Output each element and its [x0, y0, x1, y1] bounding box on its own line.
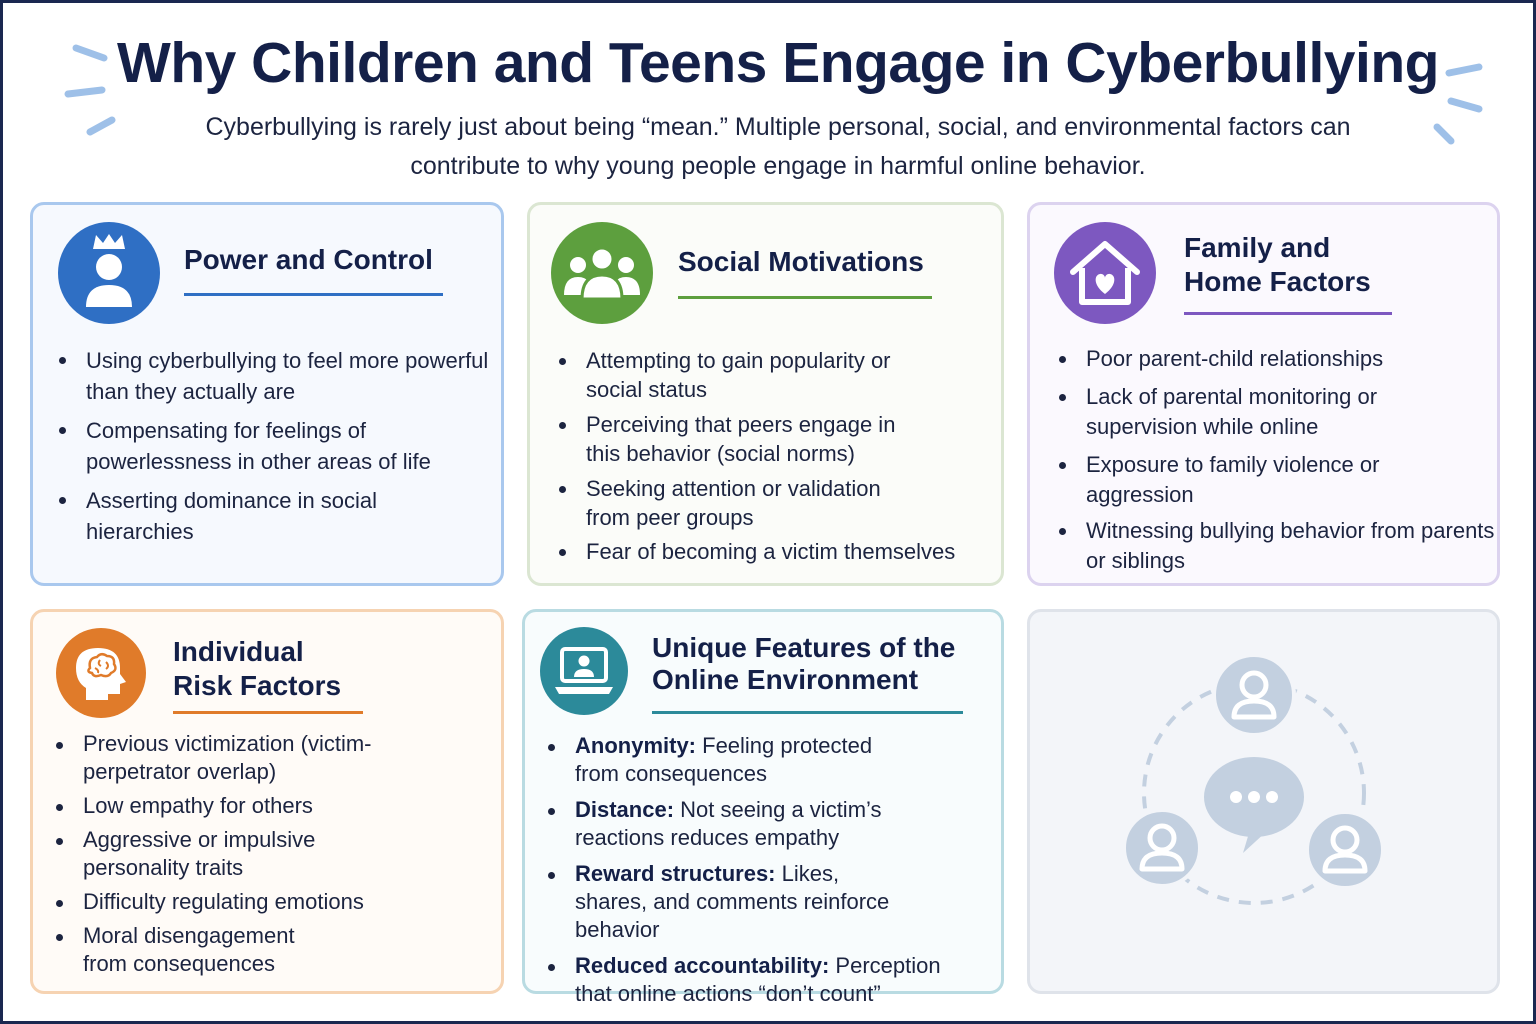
card-individual-risk-factors: [30, 609, 504, 994]
term-description: Feeling protected from consequences: [575, 733, 873, 786]
term-label: Reward structures:: [575, 861, 776, 886]
list-item: Poor parent-child relationships: [1057, 344, 1497, 374]
heading-underline: [678, 296, 932, 299]
bullet-list: [57, 345, 497, 547]
list-item: Seeking attention or validation from peer groups: [557, 474, 907, 532]
group-of-people-icon: [551, 222, 653, 324]
list-item: Attempting to gain popularity or social status: [557, 346, 897, 404]
card-heading: Family and Home Factors: [1184, 232, 1371, 297]
heading-underline: [1184, 312, 1392, 315]
list-item: Compensating for feelings of powerlessness in other areas of life: [57, 415, 497, 477]
card-heading: Power and Control: [184, 244, 433, 275]
list-item: Exposure to family violence or aggression: [1057, 450, 1387, 510]
list-item: Using cyberbullying to feel more powerful than they actually are: [57, 345, 497, 407]
person-left-icon: [1124, 810, 1200, 886]
heading-underline: [652, 711, 963, 714]
heading-underline: [184, 293, 443, 296]
bullet-list: [1057, 344, 1497, 576]
page-subtitle: Cyberbullying is rarely just about being “mean.” Multiple personal, social, and environmental factors can contribute to why young people engage in harmful online behavior.: [205, 113, 1351, 180]
list-item: Aggressive or impulsive personality traits: [54, 826, 334, 882]
list-item: [546, 952, 956, 1008]
bullet-list: [557, 346, 997, 566]
crowned-person-icon: [58, 222, 160, 324]
card-power-and-control: [30, 202, 504, 586]
card-online-environment: [522, 609, 1004, 1006]
bullet-list: [546, 732, 996, 1008]
house-heart-icon: [1054, 222, 1156, 324]
person-right-icon: [1307, 812, 1383, 888]
term-label: Reduced accountability:: [575, 953, 830, 978]
list-item: Perceiving that peers engage in this behavior (social norms): [557, 410, 907, 468]
bullet-list: [54, 730, 494, 978]
term-description: Not seeing a victim’s reactions reduces empathy: [575, 797, 882, 850]
card-social-motivations: [527, 202, 1004, 586]
term-label: Distance:: [575, 797, 675, 822]
term-label: Anonymity:: [575, 733, 696, 758]
page-title: Why Children and Teens Engage in Cyberbullying: [117, 31, 1439, 95]
laptop-person-icon: [540, 627, 628, 715]
list-item: [546, 732, 886, 788]
list-item: Low empathy for others: [54, 792, 494, 820]
card-heading: Social Motivations: [678, 246, 924, 277]
card-heading: Unique Features of the Online Environment: [652, 632, 956, 695]
network-chat-icon: [1027, 609, 1500, 994]
card-family-and-home-factors: [1027, 202, 1500, 586]
list-item: Previous victimization (victim-perpetrator overlap): [54, 730, 374, 786]
chat-bubble-icon: [1204, 757, 1304, 853]
card-network-illustration: [1027, 609, 1500, 994]
head-brain-icon: [56, 628, 146, 718]
card-heading: Individual Risk Factors: [173, 636, 342, 701]
list-item: Moral disengagement from consequences: [54, 922, 334, 978]
list-item: [546, 796, 886, 852]
list-item: Fear of becoming a victim themselves: [557, 537, 997, 566]
list-item: Lack of parental monitoring or supervision while online: [1057, 382, 1407, 442]
list-item: [546, 860, 916, 944]
person-top-icon: [1214, 655, 1294, 735]
list-item: Difficulty regulating emotions: [54, 888, 494, 916]
heading-underline: [173, 711, 363, 714]
term-description: Likes, shares, and comments reinforce behavior: [575, 861, 890, 942]
term-description: Perception that online actions “don’t count”: [575, 953, 941, 1006]
list-item: Asserting dominance in social hierarchies: [57, 485, 397, 547]
list-item: Witnessing bullying behavior from parents or siblings: [1057, 516, 1497, 576]
